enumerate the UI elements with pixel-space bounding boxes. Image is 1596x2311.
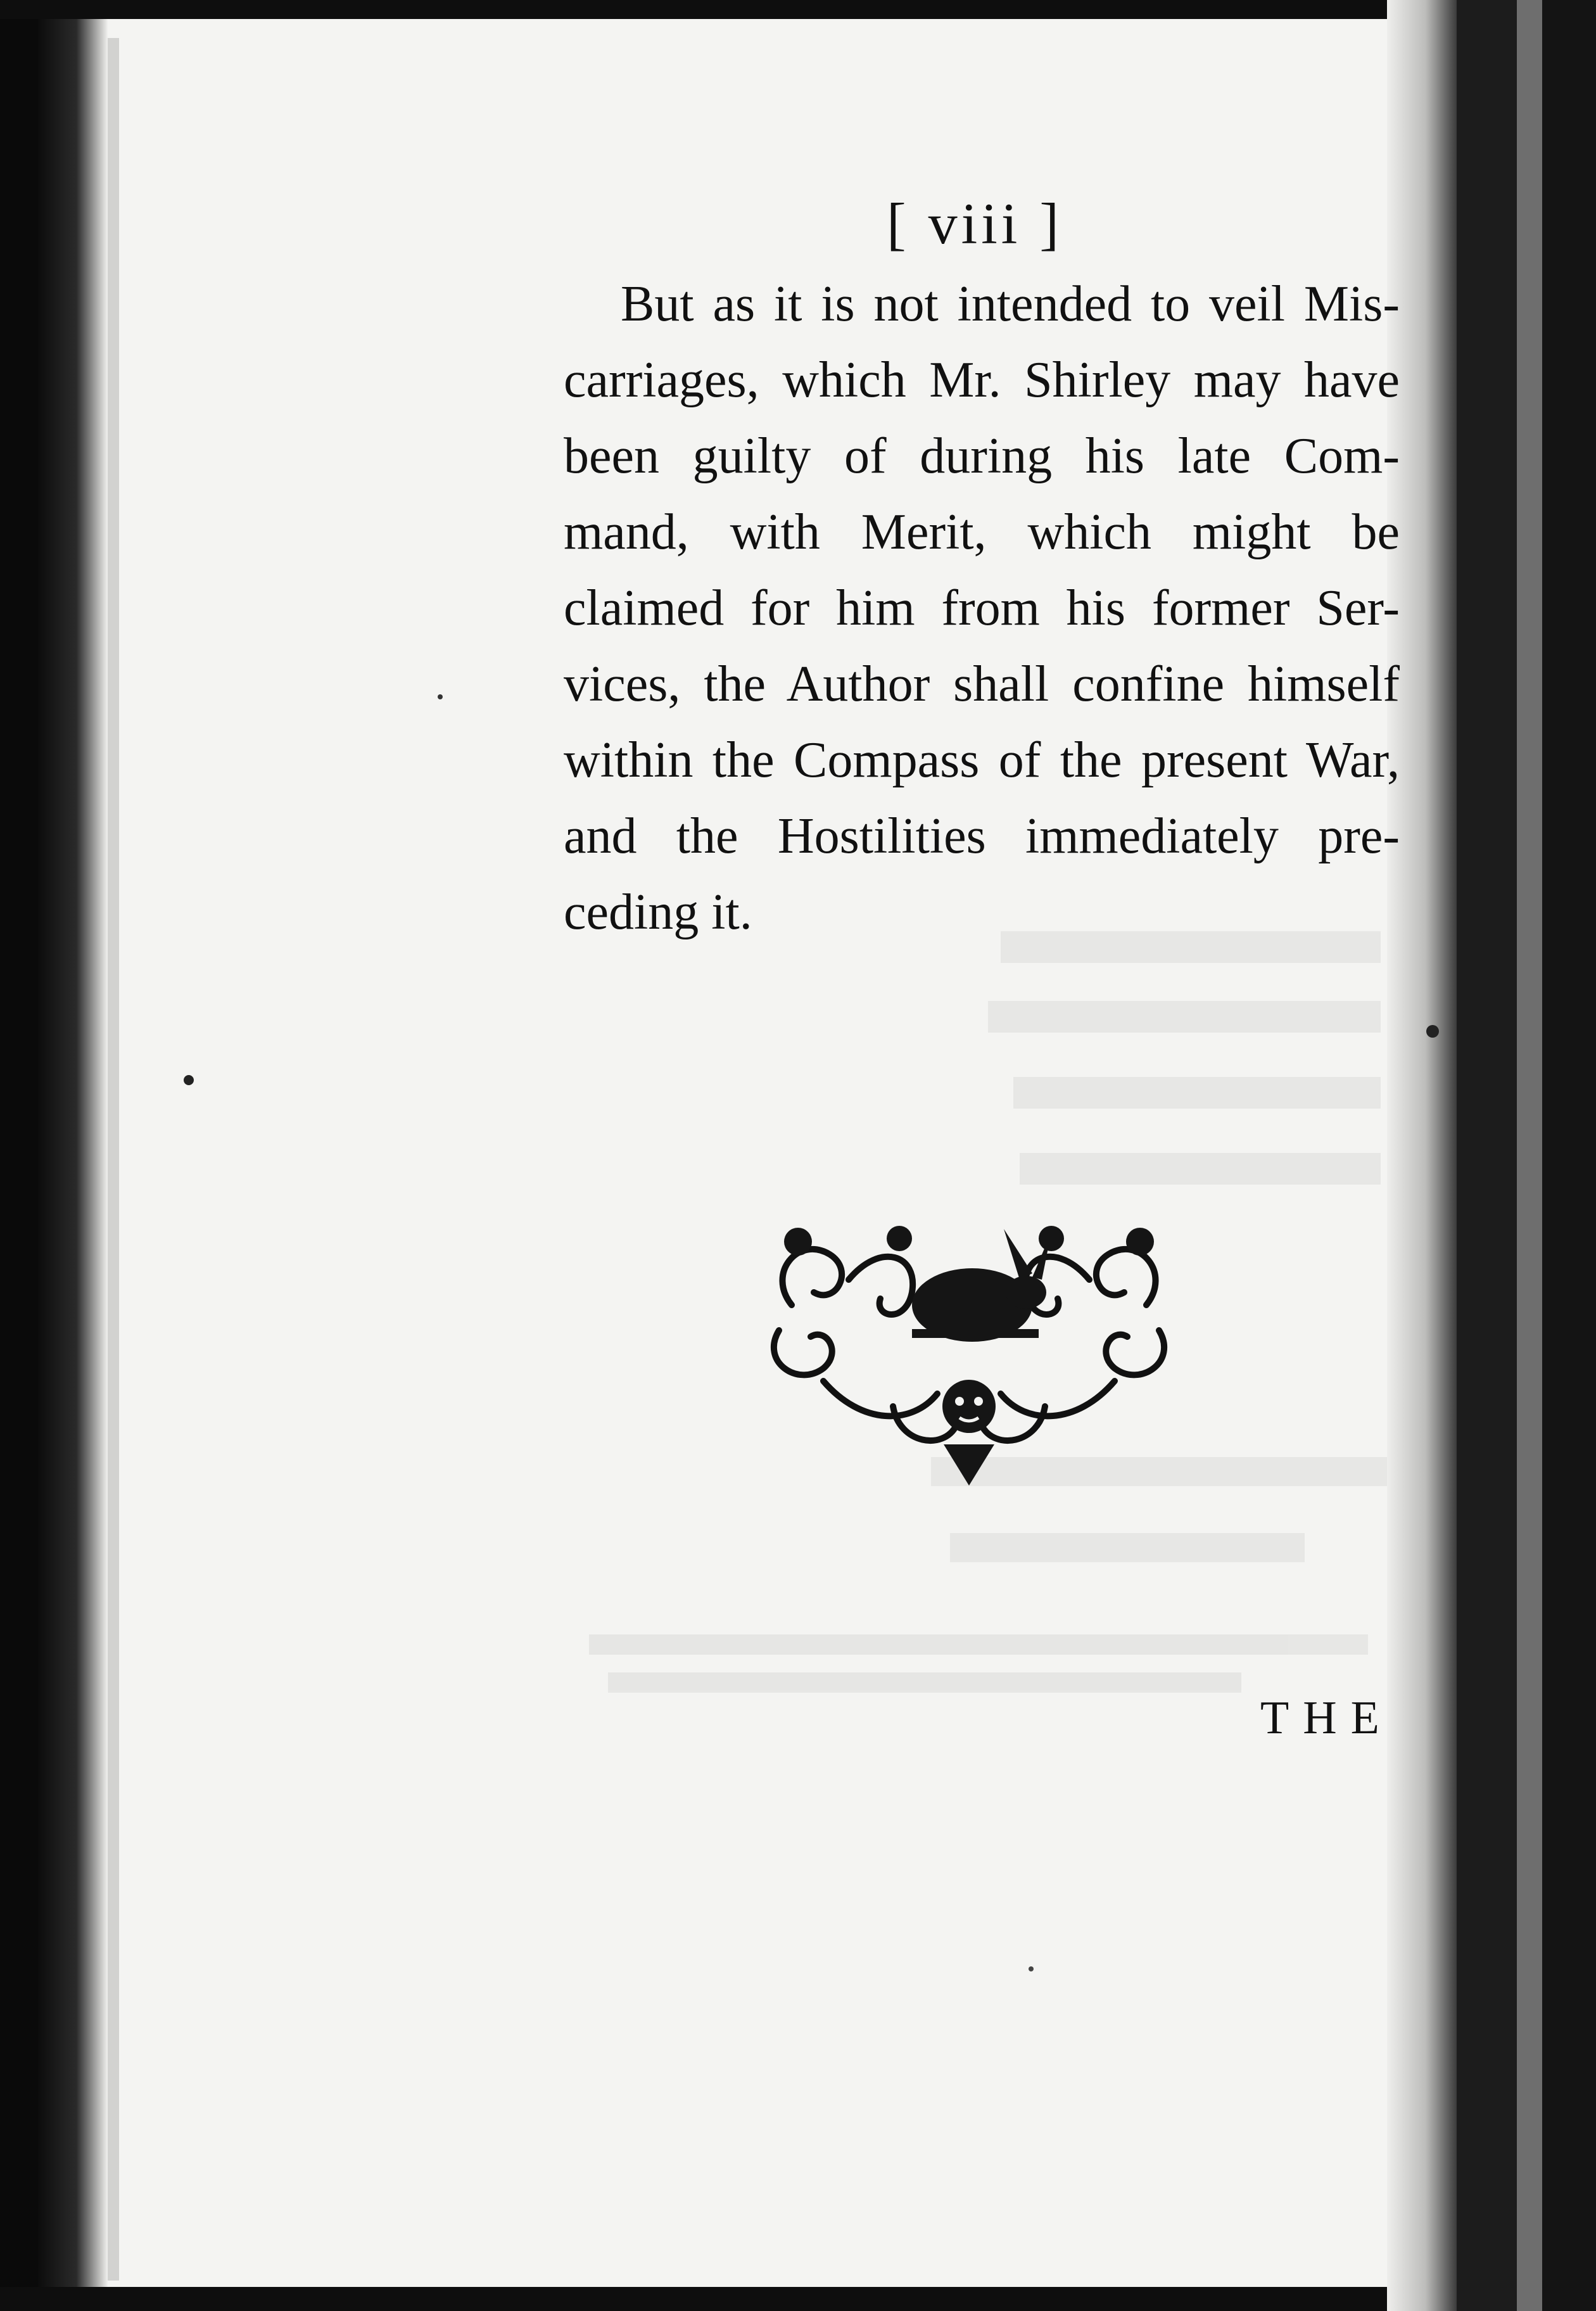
text-line-8: and the Hostilities immediately pre- — [564, 808, 1400, 864]
page-number: [ viii ] — [887, 191, 1063, 256]
text-line-3: been guilty of during his late Com- — [564, 428, 1400, 484]
catchword: THE — [1260, 1692, 1393, 1744]
text-line-4: mand, with Merit, which might be — [564, 504, 1400, 560]
body-text — [564, 266, 1400, 950]
text-line-2: carriages, which Mr. Shirley may have — [564, 352, 1400, 408]
text-line-1: But as it is not intended to veil Mis- — [621, 276, 1400, 332]
text-line-5: claimed for him from his former Ser- — [564, 580, 1400, 636]
printers-ornament-icon — [754, 1216, 1184, 1489]
text-line-9: ceding it. — [564, 884, 752, 940]
text-line-6: vices, the Author shall confine himself — [564, 656, 1400, 712]
text-line-7: within the Compass of the present War, — [564, 732, 1400, 788]
